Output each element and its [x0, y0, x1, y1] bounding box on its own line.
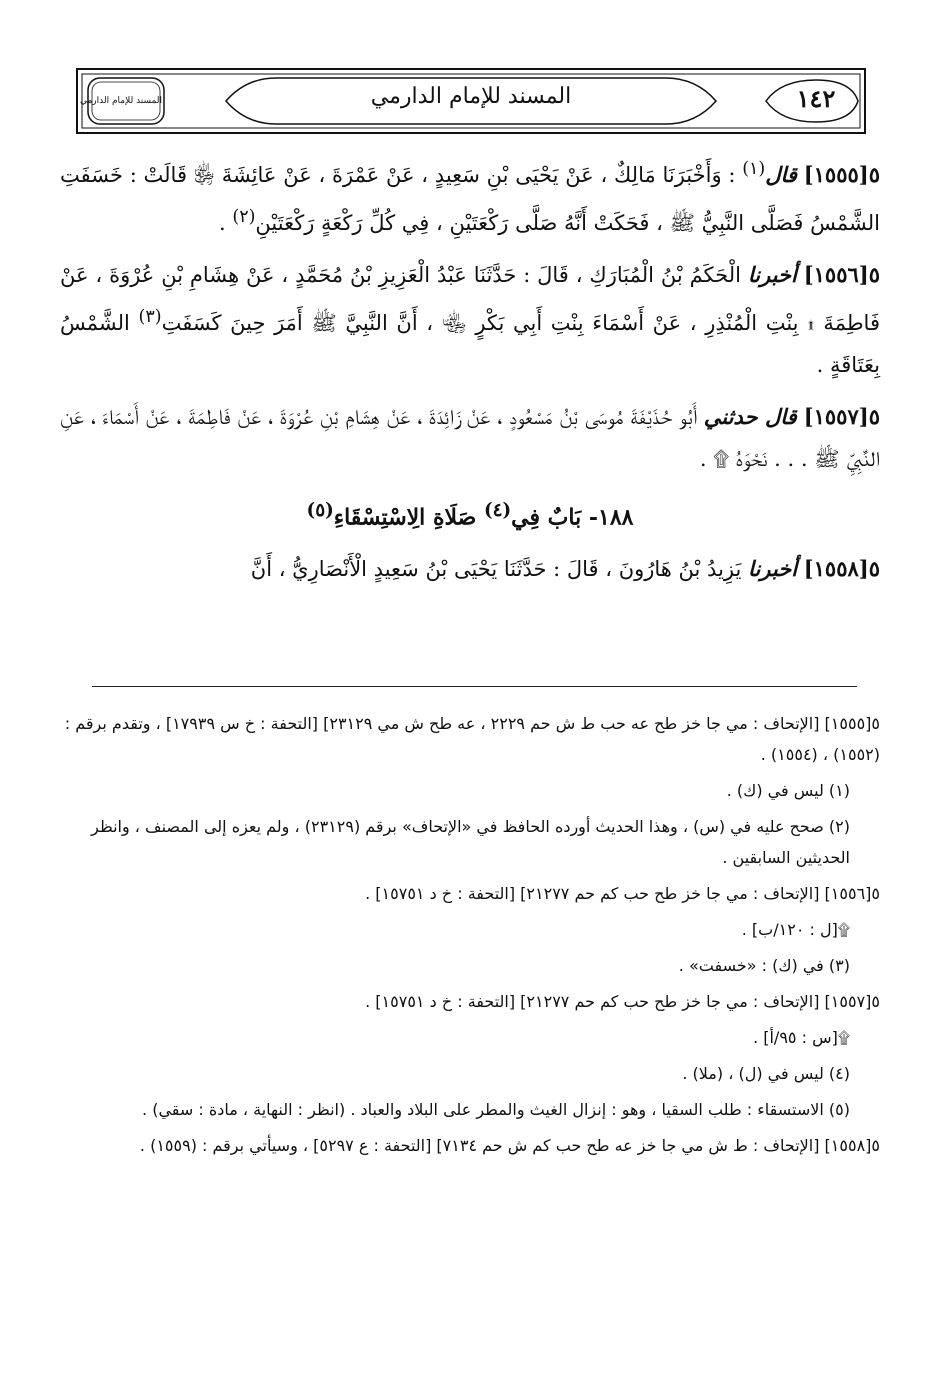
hadith-number: ٥[١٥٥٦] — [803, 262, 880, 287]
hadith-number: ٥[١٥٥٥] — [803, 162, 880, 187]
footnote: ۩[س : ٩٥/أ] . — [753, 1028, 850, 1047]
chapter-heading — [60, 490, 880, 538]
hadith-1555 — [60, 148, 880, 244]
running-title: المسند للإمام الدارمي — [370, 84, 572, 109]
hadith-number: ٥[١٥٥٧] — [803, 404, 880, 429]
hadith-1557 — [60, 396, 880, 480]
footnote: ٥[١٥٥٥] [الإتحاف : مي جا خز طح عه حب ط ش حم ٢٢٢٩ ، عه طح ش مي ٢٣١٢٩] [التحفة : خ س ١٧٩٣٩] ، وتقدم برقم : (١٥٥٢) ، (١٥٥٤) . — [64, 714, 880, 764]
qala-haddathani-word: قال حدثني — [703, 404, 797, 429]
seal-ornament: المسند للإمام الدارمي — [79, 96, 162, 106]
footnote: ٥[١٥٥٧] [الإتحاف : مي جا خز طح حب كم حم ٢١٢٧٧] [التحفة : خ د ١٥٧٥١] . — [365, 992, 880, 1011]
main-text — [60, 148, 880, 600]
hadith-1556 — [60, 254, 880, 386]
hadith-1558 — [60, 548, 880, 590]
footnote: ۩[ل : ١٢٠/ب] . — [741, 920, 850, 939]
hadith-text: يَزِيدُ بْنُ هَارُونَ ، قَالَ : حَدَّثَنَا يَحْيَى بْنُ سَعِيدٍ الْأَنْصَارِيُّ ، أَنَّ — [250, 557, 742, 582]
footnotes — [60, 708, 880, 1166]
page-number: ١٤٢ — [796, 84, 836, 113]
page-header — [76, 68, 866, 134]
hadith-text: : وَأَخْبَرَنَا مَالِكٌ ، عَنْ يَحْيَى بْنِ سَعِيدٍ ، عَنْ عَمْرَةَ ، عَنْ عَائِشَةَ ﵂ قَالَتْ : خَسَفَتِ الشَّمْسُ فَصَلَّى النَّبِيُّ ﷺ ، فَحَكَتْ أَنَّهُ صَلَّى رَكْعَتَيْنِ ، فِي كُلِّ رَكْعَةٍ رَكْعَتَيْنِ — [60, 163, 880, 235]
footnote: ٥[١٥٥٦] [الإتحاف : مي جا خز طح حب كم حم ٢١٢٧٧] [التحفة : خ د ١٥٧٥١] . — [365, 884, 880, 903]
akhbarana-word: أخبرنا — [747, 262, 797, 287]
qala-word: قال — [765, 162, 797, 187]
footnote: (٤) ليس في (ل) ، (ملا) . — [682, 1064, 850, 1083]
chapter-label: ١٨٨- بَابٌ فِي — [511, 504, 634, 531]
chapter-title: صَلَاةِ الِاسْتِسْقَاءِ — [333, 504, 477, 531]
footnote-ref: (١) — [742, 159, 766, 179]
footnote: (١) ليس في (ك) . — [726, 781, 850, 800]
akhbarana-word: أخبرنا — [748, 556, 798, 582]
footnote-ref: (٢) — [232, 207, 256, 227]
hadith-text: الْحَكَمُ بْنُ الْمُبَارَكِ ، قَالَ : حَدَّثَنَا عَبْدُ الْعَزِيزِ بْنُ مُحَمَّدٍ ، عَنْ هِشَامِ بْنِ عُرْوَةَ ، عَنْ فَاطِمَةَ ۩ بِنْتِ الْمُنْذِرِ ، عَنْ أَسْمَاءَ بِنْتِ أَبِي بَكْرٍ ﵄ ، أَنَّ النَّبِيَّ ﷺ أَمَرَ حِينَ كَسَفَتِ — [60, 263, 880, 335]
hadith-number: ٥[١٥٥٨] — [803, 556, 880, 582]
footnote: (٢) صحح عليه في (س) ، وهذا الحديث أورده الحافظ في «الإتحاف» برقم (٢٣١٢٩) ، ولم يعزه إلى المصنف ، وانظر الحديثين السابقين . — [91, 817, 850, 867]
footnote: (٣) في (ك) : «خسفت» . — [678, 956, 850, 975]
footnote-ref: (٣) — [138, 307, 162, 327]
footnote: (٥) الاستسقاء : طلب السقيا ، وهو : إنزال الغيث والمطر على البلاد والعباد . (انظر : النهاية ، مادة : سقي) . — [142, 1100, 850, 1119]
hadith-text: أَبُو حُذَيْفَةَ مُوسَى بْنُ مَسْعُودٍ ، عَنْ زَائِدَةَ ، عَنْ هِشَامِ بْنِ عُرْوَةَ ، عَنْ فَاطِمَةَ ، عَنْ أَسْمَاءَ ، عَنِ النَّبِيِّ ﷺ . . . نَحْوَهُ ۩ . — [60, 405, 880, 471]
footnote-ref: (٤) — [483, 500, 512, 521]
footnote: ٥[١٥٥٨] [الإتحاف : ط ش مي جا خز عه طح حب كم ش حم ٧١٣٤] [التحفة : ع ٥٢٩٧] ، وسيأتي برقم : (١٥٥٩) . — [139, 1136, 880, 1155]
footnote-divider — [92, 686, 857, 687]
hadith-end: . — [219, 211, 233, 235]
footnote-ref: (٥) — [306, 500, 334, 521]
hadith-text-cont: الشَّمْسُ بِعَتَاقَةٍ . — [60, 311, 880, 377]
